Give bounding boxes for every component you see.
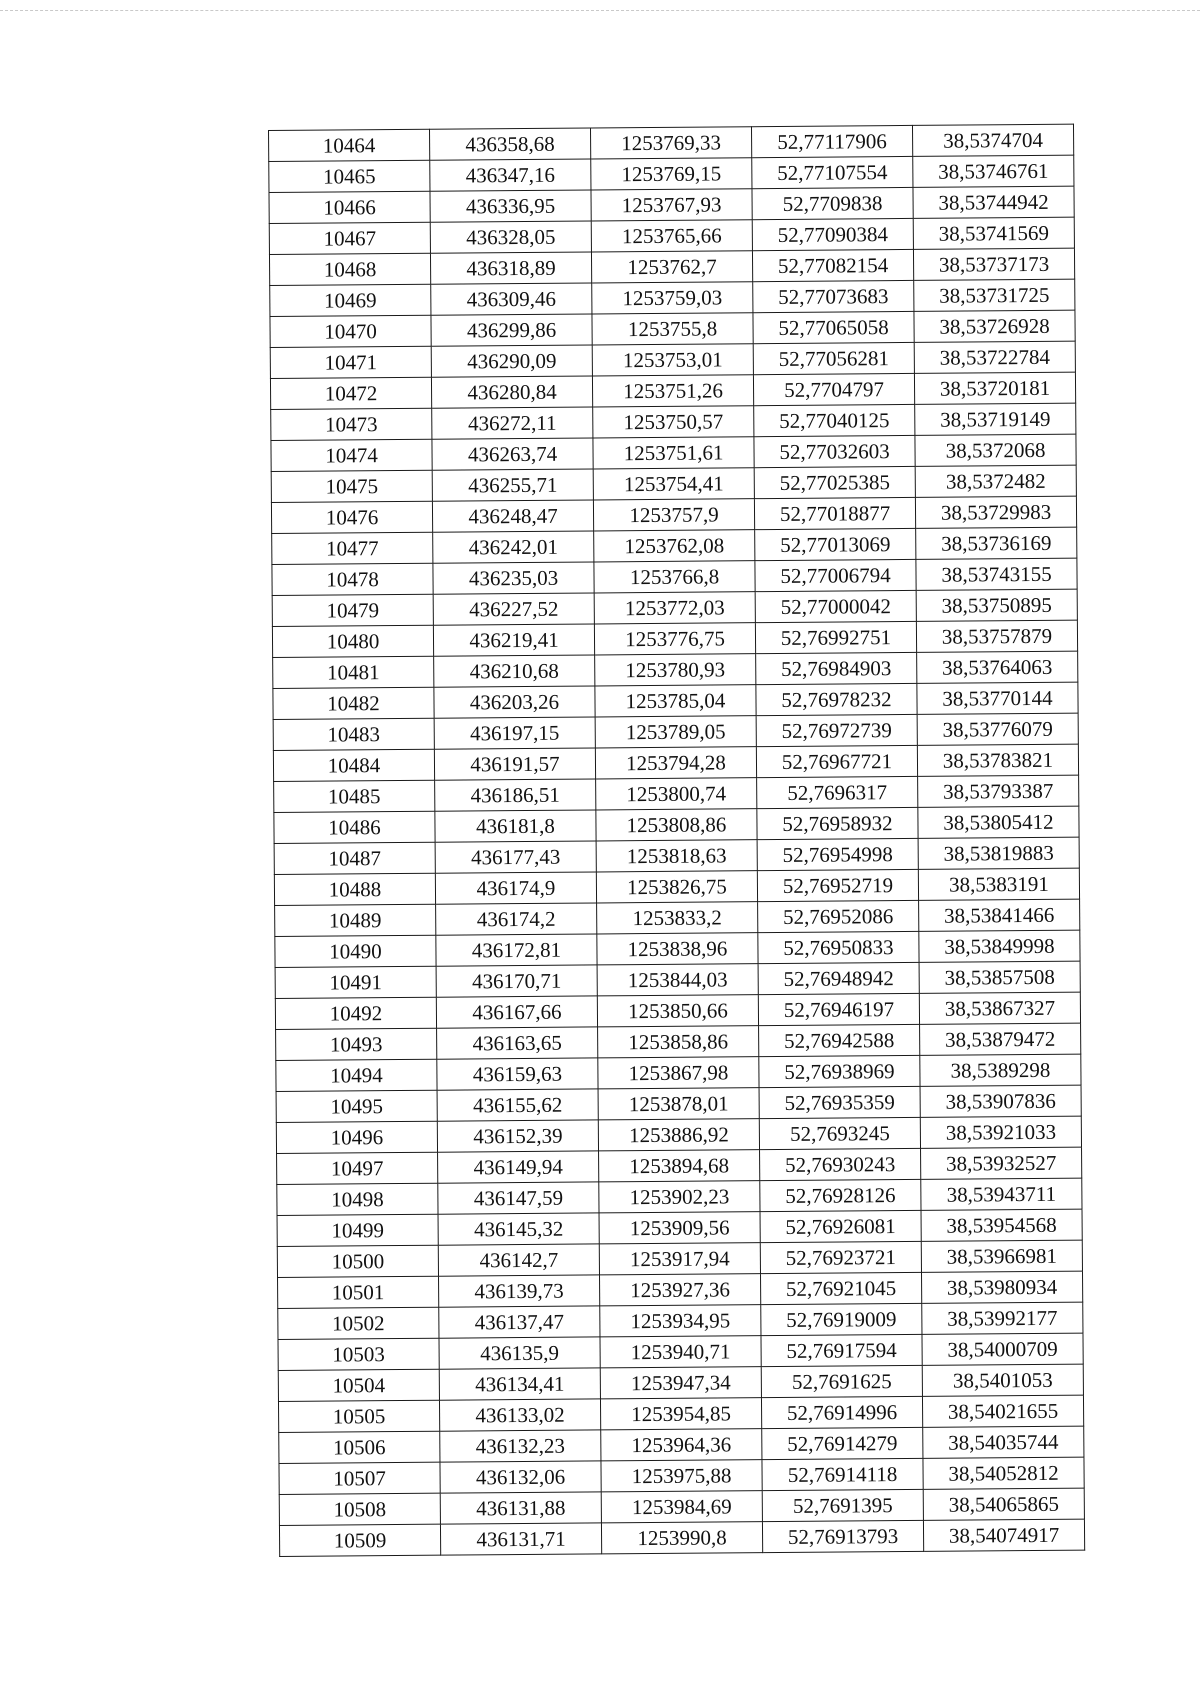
point-number-cell: 10496 [276, 1121, 437, 1153]
y-coordinate-cell: 1253759,03 [592, 282, 753, 314]
y-coordinate-cell: 1253850,66 [597, 995, 758, 1027]
x-coordinate-cell: 436132,06 [440, 1461, 601, 1493]
x-coordinate-cell: 436263,74 [432, 438, 593, 470]
y-coordinate-cell: 1253789,05 [595, 716, 756, 748]
longitude-cell: 38,53731725 [914, 279, 1075, 311]
x-coordinate-cell: 436290,09 [431, 345, 592, 377]
y-coordinate-cell: 1253954,85 [600, 1398, 761, 1430]
y-coordinate-cell: 1253800,74 [596, 778, 757, 810]
latitude-cell: 52,76948942 [758, 962, 919, 994]
y-coordinate-cell: 1253917,94 [599, 1243, 760, 1275]
latitude-cell: 52,76972739 [756, 714, 917, 746]
point-number-cell: 10467 [269, 222, 430, 254]
longitude-cell: 38,53954568 [921, 1209, 1082, 1241]
longitude-cell: 38,53736169 [916, 527, 1077, 559]
point-number-cell: 10475 [271, 470, 432, 502]
point-number-cell: 10477 [272, 532, 433, 564]
y-coordinate-cell: 1253975,88 [601, 1460, 762, 1492]
longitude-cell: 38,54074917 [923, 1519, 1084, 1551]
latitude-cell: 52,7709838 [752, 187, 913, 219]
longitude-cell: 38,53726928 [914, 310, 1075, 342]
y-coordinate-cell: 1253878,01 [598, 1088, 759, 1120]
latitude-cell: 52,76935359 [759, 1086, 920, 1118]
point-number-cell: 10507 [279, 1462, 440, 1494]
latitude-cell: 52,76967721 [756, 745, 917, 777]
latitude-cell: 52,76978232 [756, 683, 917, 715]
latitude-cell: 52,76984903 [756, 652, 917, 684]
point-number-cell: 10473 [271, 408, 432, 440]
longitude-cell: 38,53867327 [919, 992, 1080, 1024]
point-number-cell: 10501 [278, 1276, 439, 1308]
point-number-cell: 10493 [276, 1028, 437, 1060]
x-coordinate-cell: 436272,11 [432, 407, 593, 439]
longitude-cell: 38,53992177 [922, 1302, 1083, 1334]
longitude-cell: 38,53744942 [913, 186, 1074, 218]
latitude-cell: 52,76928126 [760, 1179, 921, 1211]
y-coordinate-cell: 1253927,36 [600, 1274, 761, 1306]
point-number-cell: 10478 [272, 563, 433, 595]
y-coordinate-cell: 1253769,33 [590, 127, 751, 159]
point-number-cell: 10499 [277, 1214, 438, 1246]
x-coordinate-cell: 436309,46 [431, 283, 592, 315]
point-number-cell: 10490 [275, 935, 436, 967]
x-coordinate-cell: 436255,71 [432, 469, 593, 501]
point-number-cell: 10476 [271, 501, 432, 533]
longitude-cell: 38,5372068 [915, 434, 1076, 466]
point-number-cell: 10508 [279, 1493, 440, 1525]
x-coordinate-cell: 436358,68 [429, 128, 590, 160]
y-coordinate-cell: 1253858,86 [598, 1026, 759, 1058]
latitude-cell: 52,77090384 [752, 218, 913, 250]
longitude-cell: 38,5383191 [918, 868, 1079, 900]
point-number-cell: 10481 [273, 656, 434, 688]
y-coordinate-cell: 1253818,63 [596, 840, 757, 872]
x-coordinate-cell: 436336,95 [430, 190, 591, 222]
point-number-cell: 10505 [278, 1400, 439, 1432]
longitude-cell: 38,53943711 [921, 1178, 1082, 1210]
longitude-cell: 38,53770144 [917, 682, 1078, 714]
x-coordinate-cell: 436142,7 [438, 1244, 599, 1276]
longitude-cell: 38,5372482 [915, 465, 1076, 497]
point-number-cell: 10488 [274, 873, 435, 905]
longitude-cell: 38,54000709 [922, 1333, 1083, 1365]
x-coordinate-cell: 436152,39 [437, 1120, 598, 1152]
longitude-cell: 38,53980934 [921, 1271, 1082, 1303]
latitude-cell: 52,7693245 [759, 1117, 920, 1149]
y-coordinate-cell: 1253894,68 [599, 1150, 760, 1182]
x-coordinate-cell: 436347,16 [430, 159, 591, 191]
point-number-cell: 10494 [276, 1059, 437, 1091]
point-number-cell: 10468 [269, 253, 430, 285]
y-coordinate-cell: 1253940,71 [600, 1336, 761, 1368]
x-coordinate-cell: 436174,2 [436, 903, 597, 935]
x-coordinate-cell: 436163,65 [437, 1027, 598, 1059]
x-coordinate-cell: 436145,32 [438, 1213, 599, 1245]
longitude-cell: 38,54065865 [923, 1488, 1084, 1520]
x-coordinate-cell: 436203,26 [434, 686, 595, 718]
x-coordinate-cell: 436210,68 [434, 655, 595, 687]
x-coordinate-cell: 436280,84 [431, 376, 592, 408]
longitude-cell: 38,54035744 [923, 1426, 1084, 1458]
y-coordinate-cell: 1253964,36 [601, 1429, 762, 1461]
longitude-cell: 38,53921033 [920, 1116, 1081, 1148]
point-number-cell: 10465 [269, 160, 430, 192]
y-coordinate-cell: 1253808,86 [596, 809, 757, 841]
x-coordinate-cell: 436197,15 [434, 717, 595, 749]
longitude-cell: 38,54052812 [923, 1457, 1084, 1489]
latitude-cell: 52,77082154 [752, 249, 913, 281]
longitude-cell: 38,53819883 [918, 837, 1079, 869]
point-number-cell: 10495 [276, 1090, 437, 1122]
point-number-cell: 10474 [271, 439, 432, 471]
latitude-cell: 52,77040125 [754, 404, 915, 436]
y-coordinate-cell: 1253750,57 [593, 406, 754, 438]
latitude-cell: 52,7691395 [762, 1489, 923, 1521]
x-coordinate-cell: 436132,23 [440, 1430, 601, 1462]
x-coordinate-cell: 436174,9 [435, 872, 596, 904]
x-coordinate-cell: 436242,01 [433, 531, 594, 563]
latitude-cell: 52,76954998 [757, 838, 918, 870]
point-number-cell: 10502 [278, 1307, 439, 1339]
latitude-cell: 52,7691625 [761, 1365, 922, 1397]
latitude-cell: 52,76914279 [762, 1427, 923, 1459]
longitude-cell: 38,53720181 [914, 372, 1075, 404]
latitude-cell: 52,77032603 [754, 435, 915, 467]
y-coordinate-cell: 1253766,8 [594, 561, 755, 593]
longitude-cell: 38,53764063 [917, 651, 1078, 683]
latitude-cell: 52,76913793 [762, 1520, 923, 1552]
latitude-cell: 52,77107554 [752, 156, 913, 188]
coordinates-table-body [269, 124, 1085, 1556]
y-coordinate-cell: 1253762,7 [591, 251, 752, 283]
longitude-cell: 38,54021655 [922, 1395, 1083, 1427]
y-coordinate-cell: 1253769,15 [591, 158, 752, 190]
x-coordinate-cell: 436219,41 [433, 624, 594, 656]
longitude-cell: 38,53722784 [914, 341, 1075, 373]
longitude-cell: 38,53879472 [920, 1023, 1081, 1055]
x-coordinate-cell: 436248,47 [432, 500, 593, 532]
x-coordinate-cell: 436328,05 [430, 221, 591, 253]
y-coordinate-cell: 1253934,95 [600, 1305, 761, 1337]
y-coordinate-cell: 1253751,61 [593, 437, 754, 469]
y-coordinate-cell: 1253765,66 [591, 220, 752, 252]
longitude-cell: 38,53841466 [919, 899, 1080, 931]
longitude-cell: 38,53741569 [913, 217, 1074, 249]
y-coordinate-cell: 1253867,98 [598, 1057, 759, 1089]
latitude-cell: 52,76914118 [762, 1458, 923, 1490]
point-number-cell: 10485 [274, 780, 435, 812]
point-number-cell: 10486 [274, 811, 435, 843]
longitude-cell: 38,5389298 [920, 1054, 1081, 1086]
x-coordinate-cell: 436227,52 [433, 593, 594, 625]
x-coordinate-cell: 436134,41 [439, 1368, 600, 1400]
table-row [279, 1519, 1084, 1556]
y-coordinate-cell: 1253755,8 [592, 313, 753, 345]
y-coordinate-cell: 1253785,04 [595, 685, 756, 717]
point-number-cell: 10500 [277, 1245, 438, 1277]
point-number-cell: 10498 [277, 1183, 438, 1215]
x-coordinate-cell: 436139,73 [439, 1275, 600, 1307]
longitude-cell: 38,53719149 [915, 403, 1076, 435]
x-coordinate-cell: 436135,9 [439, 1337, 600, 1369]
x-coordinate-cell: 436133,02 [439, 1399, 600, 1431]
x-coordinate-cell: 436155,62 [437, 1089, 598, 1121]
x-coordinate-cell: 436318,89 [430, 252, 591, 284]
latitude-cell: 52,77117906 [751, 125, 912, 157]
longitude-cell: 38,5401053 [922, 1364, 1083, 1396]
latitude-cell: 52,76930243 [760, 1148, 921, 1180]
point-number-cell: 10492 [275, 997, 436, 1029]
point-number-cell: 10491 [275, 966, 436, 998]
latitude-cell: 52,77018877 [754, 497, 915, 529]
y-coordinate-cell: 1253754,41 [593, 468, 754, 500]
x-coordinate-cell: 436159,63 [437, 1058, 598, 1090]
point-number-cell: 10504 [278, 1369, 439, 1401]
point-number-cell: 10472 [270, 377, 431, 409]
x-coordinate-cell: 436191,57 [434, 748, 595, 780]
latitude-cell: 52,77056281 [753, 342, 914, 374]
x-coordinate-cell: 436177,43 [435, 841, 596, 873]
longitude-cell: 38,53776079 [917, 713, 1078, 745]
longitude-cell: 38,53757879 [916, 620, 1077, 652]
longitude-cell: 38,53737173 [913, 248, 1074, 280]
y-coordinate-cell: 1253902,23 [599, 1181, 760, 1213]
latitude-cell: 52,76946197 [758, 993, 919, 1025]
latitude-cell: 52,76919009 [761, 1303, 922, 1335]
point-number-cell: 10464 [269, 129, 430, 161]
latitude-cell: 52,76938969 [759, 1055, 920, 1087]
y-coordinate-cell: 1253886,92 [598, 1119, 759, 1151]
x-coordinate-cell: 436172,81 [436, 934, 597, 966]
y-coordinate-cell: 1253757,9 [593, 499, 754, 531]
x-coordinate-cell: 436131,71 [440, 1523, 601, 1555]
scan-edge-line [0, 10, 1200, 11]
y-coordinate-cell: 1253833,2 [597, 902, 758, 934]
y-coordinate-cell: 1253753,01 [592, 344, 753, 376]
longitude-cell: 38,53966981 [921, 1240, 1082, 1272]
latitude-cell: 52,76942588 [759, 1024, 920, 1056]
point-number-cell: 10497 [277, 1152, 438, 1184]
longitude-cell: 38,53793387 [918, 775, 1079, 807]
latitude-cell: 52,76914996 [761, 1396, 922, 1428]
x-coordinate-cell: 436149,94 [438, 1151, 599, 1183]
latitude-cell: 52,76926081 [760, 1210, 921, 1242]
x-coordinate-cell: 436170,71 [436, 965, 597, 997]
x-coordinate-cell: 436299,86 [431, 314, 592, 346]
latitude-cell: 52,7704797 [753, 373, 914, 405]
point-number-cell: 10480 [272, 625, 433, 657]
y-coordinate-cell: 1253909,56 [599, 1212, 760, 1244]
longitude-cell: 38,5374704 [912, 124, 1073, 156]
point-number-cell: 10484 [273, 749, 434, 781]
point-number-cell: 10503 [278, 1338, 439, 1370]
longitude-cell: 38,53729983 [915, 496, 1076, 528]
longitude-cell: 38,53750895 [916, 589, 1077, 621]
y-coordinate-cell: 1253751,26 [592, 375, 753, 407]
point-number-cell: 10506 [279, 1431, 440, 1463]
latitude-cell: 52,77025385 [754, 466, 915, 498]
x-coordinate-cell: 436186,51 [435, 779, 596, 811]
y-coordinate-cell: 1253794,28 [595, 747, 756, 779]
latitude-cell: 52,77000042 [755, 590, 916, 622]
longitude-cell: 38,53932527 [921, 1147, 1082, 1179]
longitude-cell: 38,53857508 [919, 961, 1080, 993]
point-number-cell: 10470 [270, 315, 431, 347]
longitude-cell: 38,53805412 [918, 806, 1079, 838]
latitude-cell: 52,76921045 [760, 1272, 921, 1304]
point-number-cell: 10483 [273, 718, 434, 750]
latitude-cell: 52,77013069 [755, 528, 916, 560]
latitude-cell: 52,76917594 [761, 1334, 922, 1366]
longitude-cell: 38,53746761 [913, 155, 1074, 187]
point-number-cell: 10471 [270, 346, 431, 378]
x-coordinate-cell: 436131,88 [440, 1492, 601, 1524]
latitude-cell: 52,77006794 [755, 559, 916, 591]
longitude-cell: 38,53849998 [919, 930, 1080, 962]
longitude-cell: 38,53907836 [920, 1085, 1081, 1117]
longitude-cell: 38,53743155 [916, 558, 1077, 590]
y-coordinate-cell: 1253762,08 [594, 530, 755, 562]
y-coordinate-cell: 1253772,03 [594, 592, 755, 624]
y-coordinate-cell: 1253984,69 [601, 1491, 762, 1523]
x-coordinate-cell: 436235,03 [433, 562, 594, 594]
x-coordinate-cell: 436147,59 [438, 1182, 599, 1214]
y-coordinate-cell: 1253767,93 [591, 189, 752, 221]
latitude-cell: 52,76952086 [758, 900, 919, 932]
latitude-cell: 52,7696317 [757, 776, 918, 808]
latitude-cell: 52,76923721 [760, 1241, 921, 1273]
point-number-cell: 10479 [272, 594, 433, 626]
y-coordinate-cell: 1253780,93 [595, 654, 756, 686]
coordinates-table [268, 124, 1085, 1557]
point-number-cell: 10482 [273, 687, 434, 719]
point-number-cell: 10487 [274, 842, 435, 874]
x-coordinate-cell: 436137,47 [439, 1306, 600, 1338]
x-coordinate-cell: 436181,8 [435, 810, 596, 842]
point-number-cell: 10466 [269, 191, 430, 223]
latitude-cell: 52,76950833 [758, 931, 919, 963]
latitude-cell: 52,77073683 [753, 280, 914, 312]
point-number-cell: 10489 [275, 904, 436, 936]
y-coordinate-cell: 1253838,96 [597, 933, 758, 965]
latitude-cell: 52,76952719 [757, 869, 918, 901]
point-number-cell: 10509 [279, 1524, 440, 1556]
y-coordinate-cell: 1253990,8 [601, 1522, 762, 1554]
y-coordinate-cell: 1253826,75 [596, 871, 757, 903]
longitude-cell: 38,53783821 [917, 744, 1078, 776]
latitude-cell: 52,77065058 [753, 311, 914, 343]
y-coordinate-cell: 1253947,34 [600, 1367, 761, 1399]
latitude-cell: 52,76958932 [757, 807, 918, 839]
point-number-cell: 10469 [270, 284, 431, 316]
y-coordinate-cell: 1253776,75 [594, 623, 755, 655]
y-coordinate-cell: 1253844,03 [597, 964, 758, 996]
latitude-cell: 52,76992751 [755, 621, 916, 653]
x-coordinate-cell: 436167,66 [436, 996, 597, 1028]
